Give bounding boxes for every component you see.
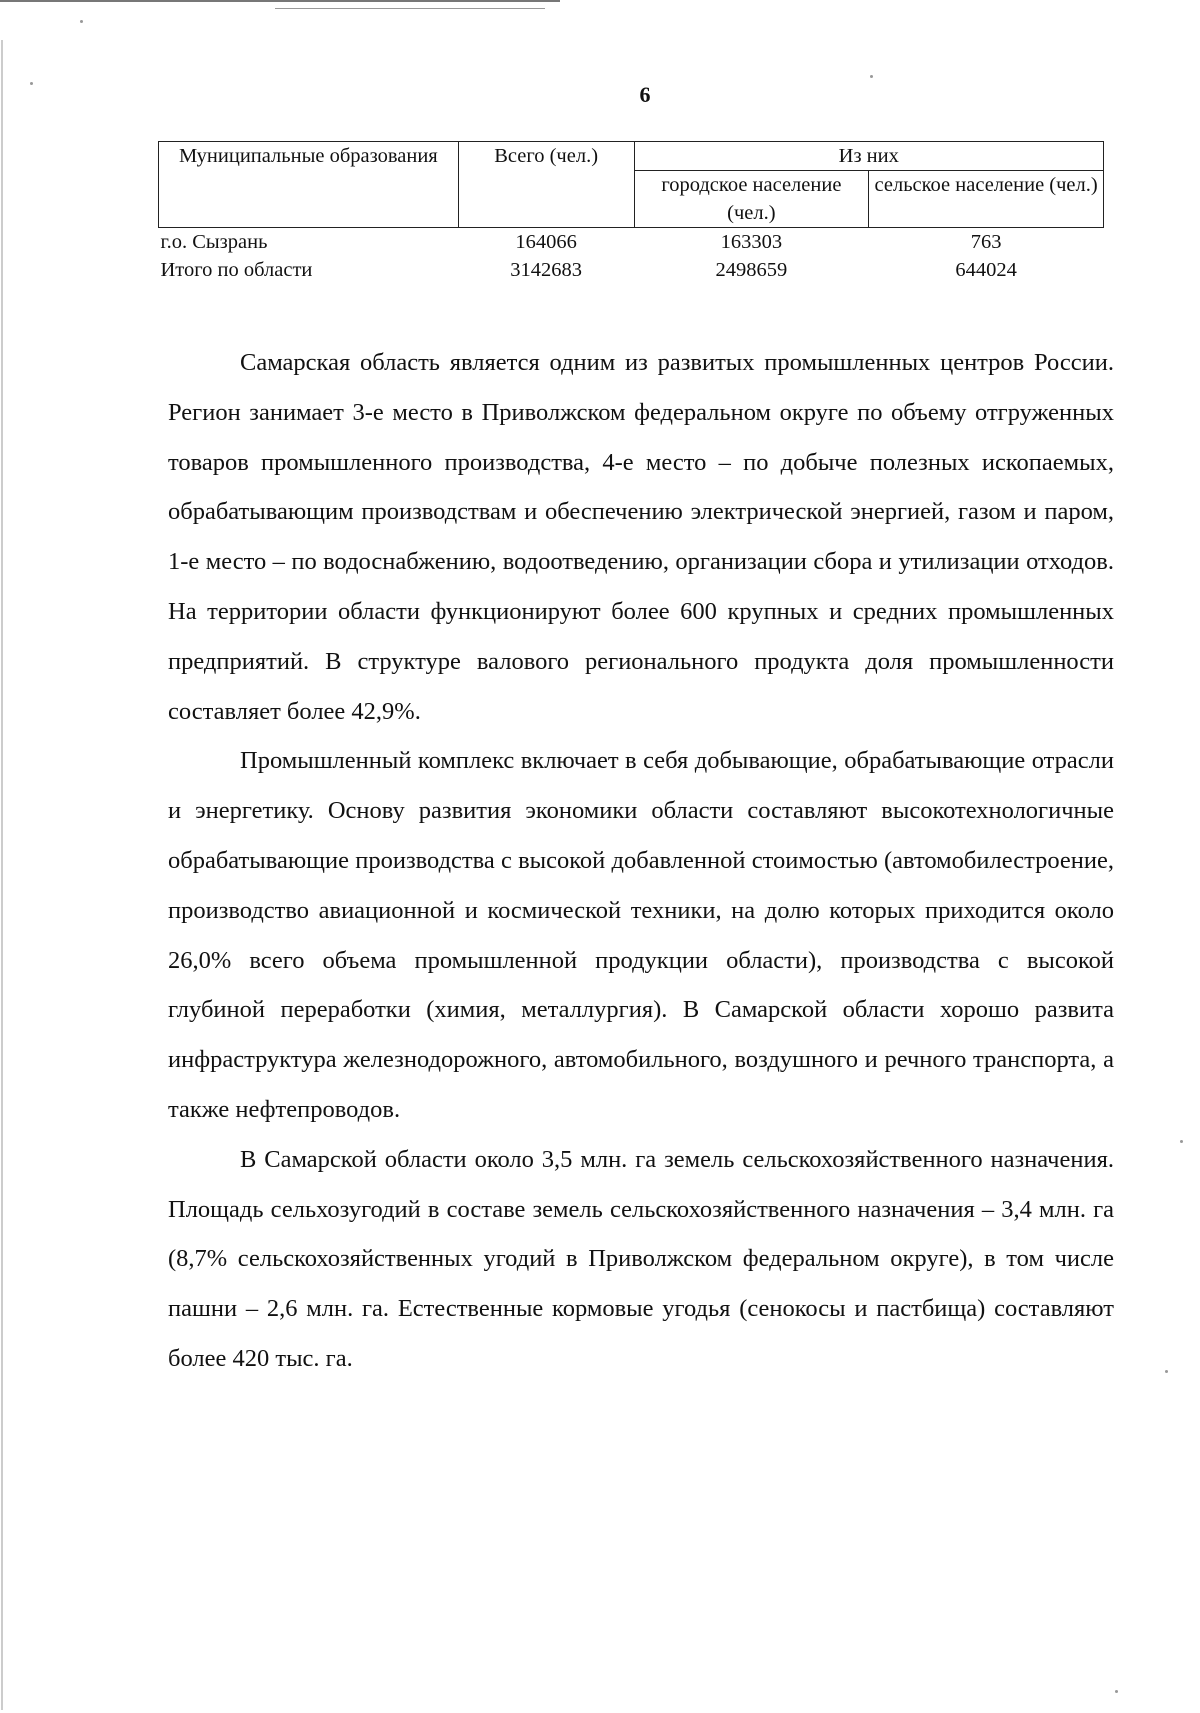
page-number: 6 [639,82,651,107]
scan-speck [1180,1140,1183,1143]
paragraph-industrial-complex: Промышленный комплекс включает в себя добывающие, обрабатывающие отрасли и энергетику. Основу развития экономики области составляют высокотехнологичные обрабатывающие производства с высокой добавленной стоимостью (автомобилестроение, производство авиационной и космической техники, на долю которых приходится около 26,0% всего объема промышленной продукции области), производства с высокой глубиной переработки (химия, металлургия). В Самарской области хорошо развита инфраструктура железнодорожного, автомобильного, воздушного и речного транспорта, а также нефтепроводов. [168,747,1114,1123]
scan-artifact-line [275,8,545,9]
header-total: Всего (чел.) [458,142,634,228]
row-total: 3142683 [510,259,582,281]
row-total: 164066 [515,231,577,253]
table-row [159,256,1104,284]
scan-speck [1115,1690,1118,1693]
header-rural: сельское население (чел.) [869,171,1104,228]
row-name: Итого по области [160,259,313,281]
scan-artifact-line [0,0,560,2]
scan-speck [870,75,873,78]
row-urban: 163303 [720,231,783,253]
population-table [158,141,1104,284]
table-row [159,228,1104,257]
paragraph-agriculture: В Самарской области около 3,5 млн. га земель сельскохозяйственного назначения. Площадь сельхозугодий в составе земель сельскохозяйственного назначения – 3,4 млн. га (8,7% сельскохозяйственных угодий в Приволжском федеральном округе), в том числе пашни – 2,6 млн. га. Естественные кормовые угодья (сенокосы и пастбища) составляют более 420 тыс. га. [168,1145,1114,1372]
row-name: г.о. Сызрань [160,231,268,253]
scan-speck [80,20,83,23]
header-of-them: Из них [634,142,1103,171]
header-municipal: Муниципальные образования [159,142,459,228]
header-urban: городское население (чел.) [634,171,869,228]
body-text [168,338,1114,1384]
scan-artifact-edge [1,40,3,1710]
paragraph-industry: Самарская область является одним из развитых промышленных центров России. Регион занимает 3-е место в Приволжском федеральном округе по объему отгруженных товаров промышленного производства, 4-е место – по добыче полезных ископаемых, обрабатывающим производствам и обеспечению электрической энергией, газом и паром, 1-е место – по водоснабжению, водоотведению, организации сбора и утилизации отходов. На территории области функционируют более 600 крупных и средних промышленных предприятий. В структуре валового регионального продукта доля промышленности составляет более 42,9%. [168,349,1114,725]
row-rural: 644024 [955,259,1017,281]
row-rural: 763 [970,231,1002,253]
scan-speck [1165,1370,1168,1373]
row-urban: 2498659 [715,259,788,281]
